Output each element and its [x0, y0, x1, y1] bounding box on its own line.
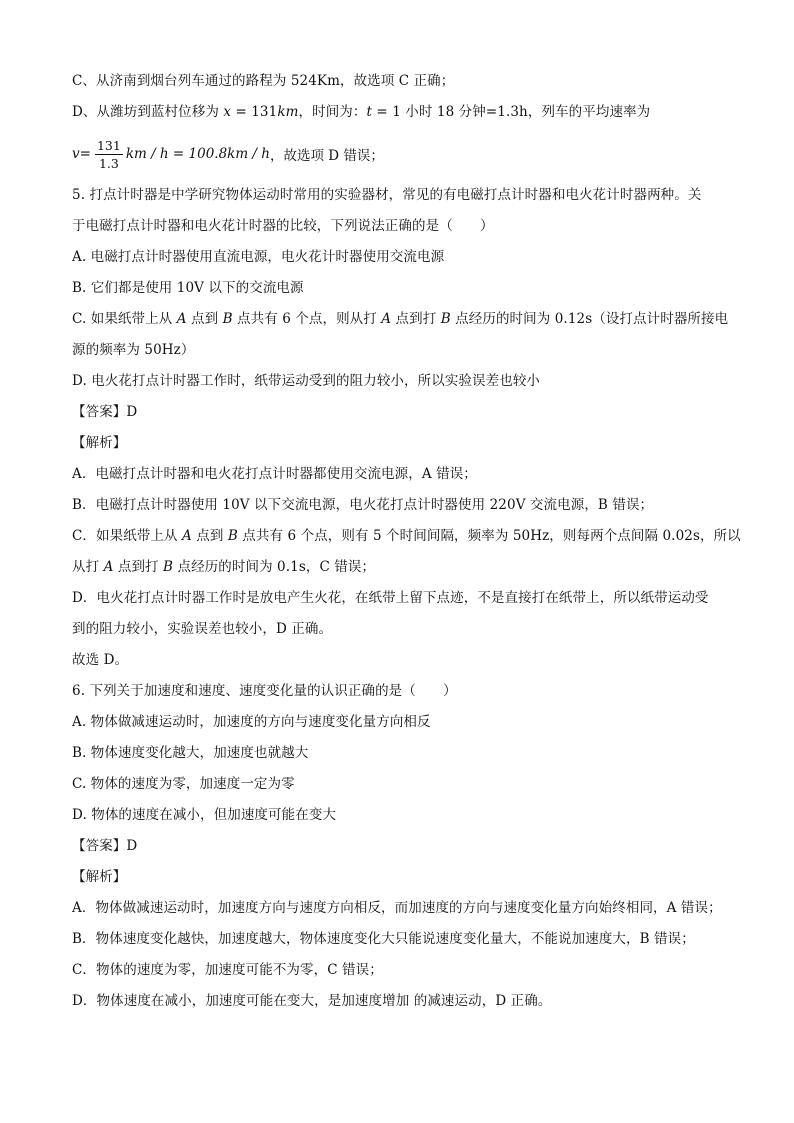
q5-stem-1: 5. 打点计时器是中学研究物体运动时常用的实验器材，常见的有电磁打点计时器和电火花计时器两种。关	[72, 187, 702, 203]
var-x: x	[223, 104, 232, 120]
q6-analysis-c: C．物体的速度为零，加速度可能不为零，C 错误；	[72, 962, 383, 978]
text: 点共有 6 个点，则有 5 个时间间隔，频率为 50Hz，则每两个点间隔 0.02s，所以	[237, 528, 741, 544]
point-b: B	[163, 559, 174, 575]
q5-analysis-c-2	[72, 552, 728, 583]
equals: =	[79, 146, 91, 162]
q6-analysis-heading: 【解析】	[72, 869, 127, 885]
denominator: 1.3	[98, 155, 119, 171]
text: C．如果纸带上从	[72, 528, 183, 544]
text: 点到打	[391, 311, 441, 327]
q6-analysis-a: A．物体做减速运动时，加速度方向与速度方向相反，而加速度的方向与速度变化量方向始终相同，A 错误；	[72, 900, 722, 916]
point-b: B	[227, 528, 238, 544]
formula-unit: km / h = 100.8km / h	[125, 146, 270, 162]
text: 点共有 6 个点，则从打	[232, 311, 382, 327]
unit-km: km	[277, 104, 299, 120]
q5-option-b: B. 它们都是使用 10V 以下的交流电源	[72, 280, 304, 296]
q6-analysis-b: B．物体速度变化越快，加速度越大，物体速度变化大只能说速度变化量大，不能说加速度大，B 错误；	[72, 931, 695, 947]
q6-option-d: D. 物体的速度在减小，但加速度可能在变大	[72, 807, 337, 823]
text: ，时间为：	[298, 104, 367, 120]
text: 点到打	[113, 559, 164, 575]
q6-stem: 6. 下列关于加速度和速度、速度变化量的认识正确的是（ ）	[72, 683, 457, 699]
q5-analysis-heading: 【解析】	[72, 435, 127, 451]
text: 点到	[191, 528, 228, 544]
option-c-prev: C、从济南到烟台列车通过的路程为 524Km，故选项 C 正确；	[72, 73, 455, 89]
point-a: A	[182, 528, 192, 544]
q6-analysis-d: D．物体速度在减小，加速度可能在变大，是加速度增加 的减速运动，D 正确。	[72, 993, 552, 1009]
formula-tail: ，故选项 D 错误；	[269, 148, 384, 164]
q5-option-a: A. 电磁打点计时器使用直流电源，电火花计时器使用交流电源	[72, 249, 445, 265]
text: D、从潍坊到蓝村位移为	[72, 104, 224, 120]
point-b: B	[440, 311, 451, 327]
q5-selection: 故选 D。	[72, 652, 129, 668]
document-page	[72, 66, 741, 1017]
text: 从打	[72, 559, 104, 575]
q6-option-a: A. 物体做减速运动时，加速度的方向与速度变化量方向相反	[72, 714, 431, 730]
var-t: t	[366, 104, 373, 120]
text: 点经历的时间为 0.12s（设打点计时器所接电	[450, 311, 729, 327]
q6-answer: 【答案】D	[72, 838, 138, 854]
point-b: B	[222, 311, 233, 327]
q5-stem-2: 于电磁打点计时器和电火花计时器的比较，下列说法正确的是（ ）	[72, 218, 494, 234]
q6-option-b: B. 物体速度变化越大，加速度也就越大	[72, 745, 309, 761]
q5-analysis-a: A．电磁打点计时器和电火花打点计时器都使用交流电源，A 错误；	[72, 466, 477, 482]
point-a: A	[103, 559, 114, 575]
numerator: 131	[96, 137, 121, 153]
point-a: A	[176, 311, 187, 327]
fraction	[95, 138, 123, 171]
text: = 131	[231, 104, 278, 120]
text: C. 如果纸带上从	[72, 311, 177, 327]
q5-option-c-1	[72, 304, 728, 335]
q5-analysis-c-1	[72, 521, 741, 552]
q5-option-d: D. 电火花打点计时器工作时，纸带运动受到的阻力较小，所以实验误差也较小	[72, 373, 541, 389]
q5-analysis-d-2: 到的阻力较小，实验误差也较小，D 正确。	[72, 621, 333, 637]
text: 点经历的时间为 0.1s，C 错误；	[173, 559, 376, 575]
speed-formula	[72, 128, 728, 180]
point-a: A	[381, 311, 392, 327]
q5-analysis-d-1: D．电火花打点计时器工作时是放电产生火花，在纸带上留下点迹，不是直接打在纸带上，所以纸带运动受	[72, 590, 709, 606]
q5-option-c-2: 源的频率为 50Hz）	[72, 342, 195, 358]
text: = 1 小时 18 分钟=1.3h，列车的平均速率为	[372, 104, 651, 120]
option-d-prev	[72, 97, 728, 128]
text: 点到	[186, 311, 223, 327]
q5-analysis-b: B．电磁打点计时器使用 10V 以下交流电源，电火花打点计时器使用 220V 交流电源，B 错误；	[72, 497, 654, 513]
q6-option-c: C. 物体的速度为零，加速度一定为零	[72, 776, 295, 792]
var-v: v	[72, 146, 80, 162]
q5-answer: 【答案】D	[72, 404, 138, 420]
